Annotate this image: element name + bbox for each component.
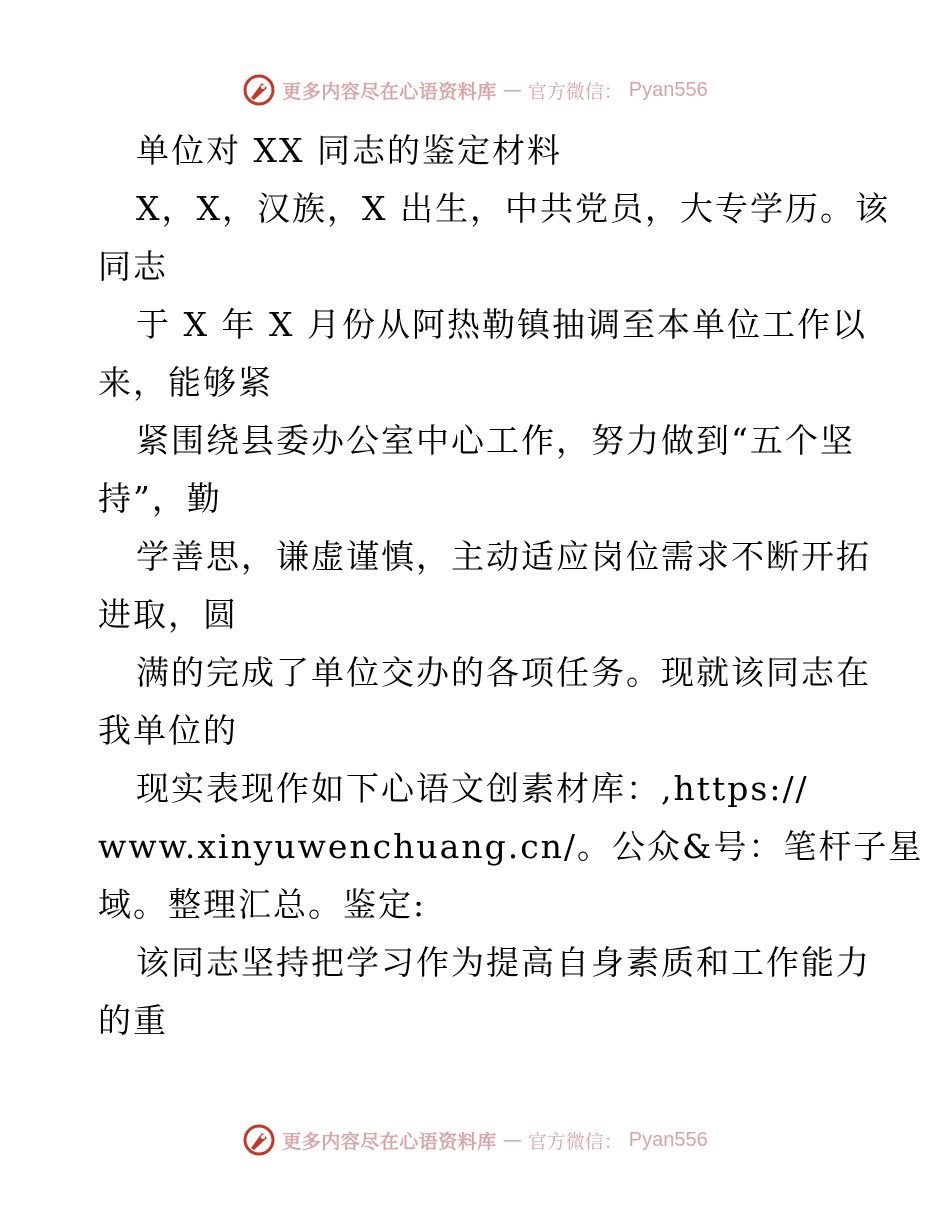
footer-banner <box>0 1120 950 1160</box>
paragraph-line: 该同志坚持把学习作为提高自身素质和工作能力 <box>136 943 871 982</box>
banner-wechat-label: 官方微信： <box>527 1130 623 1153</box>
document-body <box>98 122 924 1050</box>
paragraph-line: X，X，汉族，X 出生，中共党员，大专学历。该 <box>136 189 890 228</box>
paragraph-line: 学善思，谦虚谨慎，主动适应岗位需求不断开拓 <box>136 537 871 576</box>
paragraph-line: 于 X 年 X 月份从阿热勒镇抽调至本单位工作以 <box>136 305 867 344</box>
banner-separator: — <box>502 79 522 101</box>
footer-banner-content <box>242 1123 708 1157</box>
banner-wechat-label: 官方微信： <box>527 80 623 103</box>
document-title: 单位对 XX 同志的鉴定材料 <box>136 131 562 170</box>
header-banner-content <box>242 73 708 107</box>
pen-nib-logo-icon <box>242 1123 276 1157</box>
paragraph-line: www.xinyuwenchuang.cn/。公众&号：笔杆子星 <box>98 827 924 866</box>
banner-slogan: 更多内容尽在心语资料库 <box>282 1130 497 1153</box>
header-banner <box>0 70 950 110</box>
banner-separator: — <box>502 1129 522 1151</box>
banner-wechat-id: Pyan556 <box>628 1128 708 1151</box>
banner-wechat-id: Pyan556 <box>628 78 708 101</box>
paragraph-line: 持”，勤 <box>98 479 222 518</box>
pen-nib-logo-icon <box>242 73 276 107</box>
paragraph-line: 现实表现作如下心语文创素材库：,https:// <box>136 769 809 808</box>
paragraph-line: 域。整理汇总。鉴定: <box>98 885 427 924</box>
paragraph-line: 来，能够紧 <box>98 363 273 402</box>
paragraph-line: 满的完成了单位交办的各项任务。现就该同志在 <box>136 653 871 692</box>
paragraph-line: 同志 <box>98 247 168 286</box>
paragraph-line: 我单位的 <box>98 711 238 750</box>
paragraph-line: 的重 <box>98 1001 168 1040</box>
paragraph-line: 进取，圆 <box>98 595 238 634</box>
banner-slogan: 更多内容尽在心语资料库 <box>282 80 497 103</box>
paragraph-line: 紧围绕县委办公室中心工作，努力做到“五个坚 <box>136 421 855 460</box>
